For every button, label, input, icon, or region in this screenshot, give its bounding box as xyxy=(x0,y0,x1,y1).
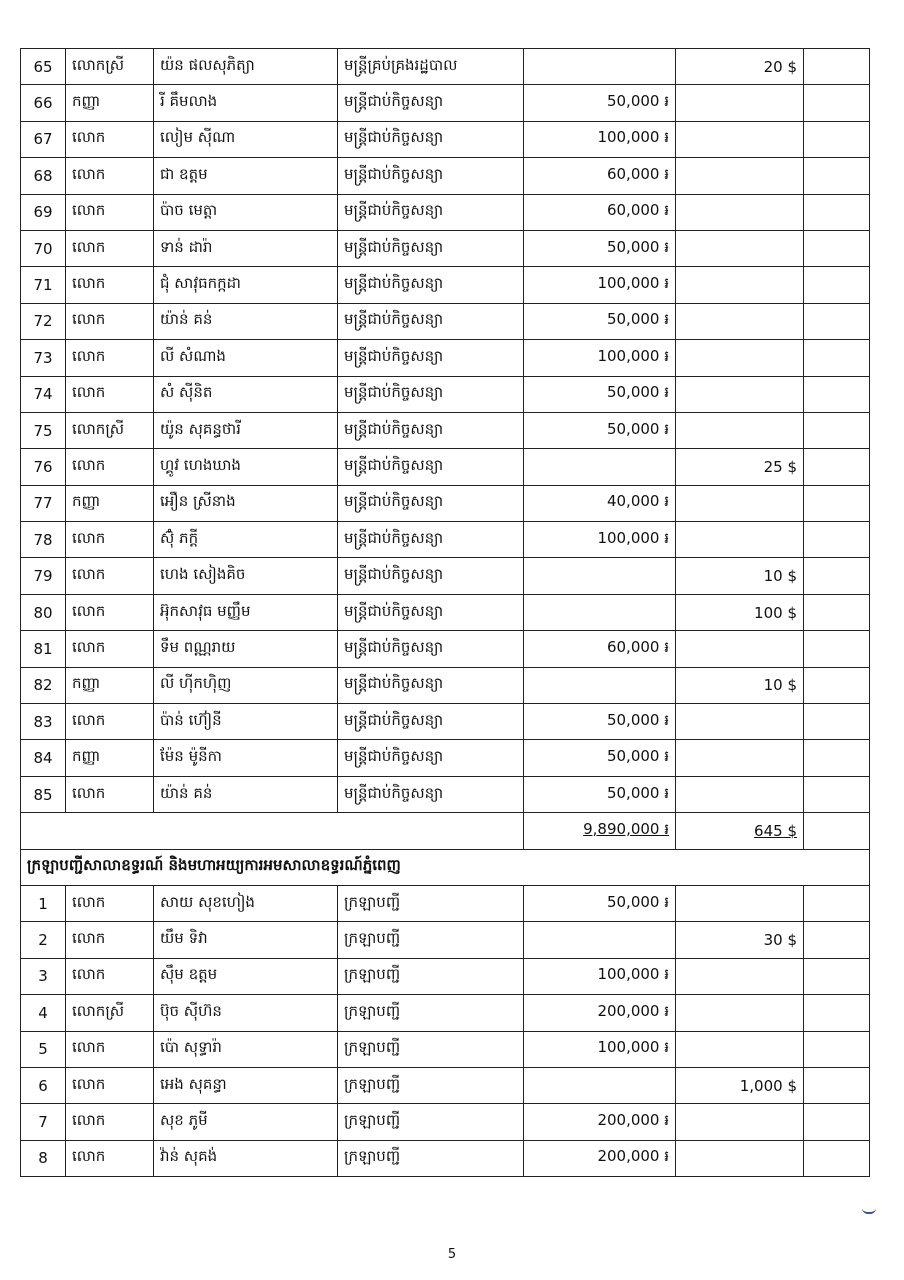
row-number: 3 xyxy=(21,958,66,994)
amount-riel: 100,000 ៛ xyxy=(524,522,676,558)
amount-usd xyxy=(676,522,804,558)
amount-usd xyxy=(676,230,804,266)
amount-riel: 50,000 ៛ xyxy=(524,704,676,740)
position: មន្ត្រីជាប់កិច្ចសន្យា xyxy=(338,558,524,594)
row-number: 80 xyxy=(21,594,66,630)
total-usd: 645 $ xyxy=(676,813,804,849)
person-name: សាយ សុខហៀង xyxy=(154,885,338,921)
person-name: ប៊ុច ស៊ីហ៊ន xyxy=(154,995,338,1031)
honorific: លោក xyxy=(66,1104,154,1140)
amount-riel: 100,000 ៛ xyxy=(524,121,676,157)
table-row xyxy=(21,1140,870,1176)
honorific: លោក xyxy=(66,158,154,194)
table-row xyxy=(21,958,870,994)
blank-cell xyxy=(804,412,870,448)
honorific: លោក xyxy=(66,631,154,667)
honorific: លោក xyxy=(66,194,154,230)
person-name: សុខ ភូមី xyxy=(154,1104,338,1140)
position: មន្ត្រីជាប់កិច្ចសន្យា xyxy=(338,740,524,776)
amount-riel: 50,000 ៛ xyxy=(524,776,676,812)
person-name: យ៉ូន សុគន្ធថារី xyxy=(154,412,338,448)
honorific: លោក xyxy=(66,522,154,558)
honorific: លោក xyxy=(66,267,154,303)
amount-riel xyxy=(524,667,676,703)
table-row xyxy=(21,776,870,812)
person-name: វ៉ាន់ សុគង់ xyxy=(154,1140,338,1176)
position: ក្រឡាបញ្ជី xyxy=(338,1031,524,1067)
blank-cell xyxy=(804,1067,870,1103)
amount-riel xyxy=(524,922,676,958)
person-name: ហ្គូវ ហេងឃាង xyxy=(154,449,338,485)
amount-usd: 10 $ xyxy=(676,667,804,703)
blank-cell xyxy=(804,194,870,230)
table-row xyxy=(21,995,870,1031)
position: មន្ត្រីជាប់កិច្ចសន្យា xyxy=(338,412,524,448)
amount-usd xyxy=(676,158,804,194)
honorific: លោក xyxy=(66,558,154,594)
amount-riel: 50,000 ៛ xyxy=(524,376,676,412)
person-name: លៀម ស៊ីណា xyxy=(154,121,338,157)
blank-cell xyxy=(804,485,870,521)
amount-usd xyxy=(676,740,804,776)
amount-riel: 50,000 ៛ xyxy=(524,85,676,121)
position: ក្រឡាបញ្ជី xyxy=(338,1104,524,1140)
amount-riel: 200,000 ៛ xyxy=(524,1140,676,1176)
position: មន្ត្រីជាប់កិច្ចសន្យា xyxy=(338,594,524,630)
amount-usd xyxy=(676,303,804,339)
honorific: លោក xyxy=(66,1067,154,1103)
blank-cell xyxy=(804,158,870,194)
amount-usd: 10 $ xyxy=(676,558,804,594)
amount-usd xyxy=(676,995,804,1031)
blank-cell xyxy=(804,1031,870,1067)
honorific: លោក xyxy=(66,230,154,266)
amount-riel: 100,000 ៛ xyxy=(524,958,676,994)
position: ក្រឡាបញ្ជី xyxy=(338,922,524,958)
table-row xyxy=(21,449,870,485)
blank-cell xyxy=(804,121,870,157)
person-name: រី គឹមលាង xyxy=(154,85,338,121)
table-row xyxy=(21,631,870,667)
person-name: យឹម ទិវា xyxy=(154,922,338,958)
table-row xyxy=(21,230,870,266)
table-row xyxy=(21,558,870,594)
row-number: 77 xyxy=(21,485,66,521)
amount-usd xyxy=(676,485,804,521)
row-number: 81 xyxy=(21,631,66,667)
position: ក្រឡាបញ្ជី xyxy=(338,958,524,994)
amount-riel xyxy=(524,1067,676,1103)
honorific: លោក xyxy=(66,594,154,630)
person-name: ទាន់ ដារ៉ា xyxy=(154,230,338,266)
blank-cell xyxy=(804,376,870,412)
person-name: ប៉ាច មេត្តា xyxy=(154,194,338,230)
person-name: យ៉ាន់ គន់ xyxy=(154,776,338,812)
amount-usd xyxy=(676,958,804,994)
row-number: 85 xyxy=(21,776,66,812)
pen-mark xyxy=(862,1206,876,1214)
table-row xyxy=(21,303,870,339)
amount-riel: 60,000 ៛ xyxy=(524,158,676,194)
position: មន្ត្រីជាប់កិច្ចសន្យា xyxy=(338,121,524,157)
position: មន្ត្រីជាប់កិច្ចសន្យា xyxy=(338,704,524,740)
row-number: 8 xyxy=(21,1140,66,1176)
row-number: 71 xyxy=(21,267,66,303)
table-row xyxy=(21,704,870,740)
honorific: លោក xyxy=(66,1140,154,1176)
row-number: 74 xyxy=(21,376,66,412)
table-row xyxy=(21,1067,870,1103)
position: មន្ត្រីជាប់កិច្ចសន្យា xyxy=(338,230,524,266)
position: មន្ត្រីជាប់កិច្ចសន្យា xyxy=(338,158,524,194)
honorific: កញ្ញា xyxy=(66,740,154,776)
blank-cell xyxy=(804,1104,870,1140)
amount-usd xyxy=(676,376,804,412)
position: មន្ត្រីជាប់កិច្ចសន្យា xyxy=(338,522,524,558)
honorific: លោកស្រី xyxy=(66,995,154,1031)
amount-riel xyxy=(524,594,676,630)
amount-usd xyxy=(676,85,804,121)
page-number: 5 xyxy=(447,1247,457,1262)
amount-riel: 60,000 ៛ xyxy=(524,194,676,230)
table-row xyxy=(21,158,870,194)
row-number: 84 xyxy=(21,740,66,776)
position: ក្រឡាបញ្ជី xyxy=(338,1067,524,1103)
honorific: លោក xyxy=(66,1031,154,1067)
person-name: អេង សុគន្ធា xyxy=(154,1067,338,1103)
blank-cell xyxy=(804,1140,870,1176)
amount-usd xyxy=(676,1031,804,1067)
person-name: អ៊ុកសាវុធ មញ្ញឹម xyxy=(154,594,338,630)
honorific: លោក xyxy=(66,958,154,994)
blank-cell xyxy=(804,558,870,594)
amount-usd xyxy=(676,194,804,230)
blank-cell xyxy=(804,704,870,740)
blank-cell xyxy=(804,449,870,485)
row-number: 7 xyxy=(21,1104,66,1140)
honorific: លោកស្រី xyxy=(66,412,154,448)
table-row xyxy=(21,376,870,412)
row-number: 5 xyxy=(21,1031,66,1067)
table-row xyxy=(21,121,870,157)
blank-cell xyxy=(804,230,870,266)
row-number: 2 xyxy=(21,922,66,958)
row-number: 65 xyxy=(21,49,66,85)
amount-riel: 100,000 ៛ xyxy=(524,340,676,376)
amount-usd xyxy=(676,340,804,376)
amount-riel xyxy=(524,558,676,594)
table-row xyxy=(21,885,870,921)
amount-riel: 50,000 ៛ xyxy=(524,412,676,448)
honorific: កញ្ញា xyxy=(66,85,154,121)
row-number: 66 xyxy=(21,85,66,121)
table-row xyxy=(21,922,870,958)
table-row xyxy=(21,667,870,703)
position: មន្ត្រីជាប់កិច្ចសន្យា xyxy=(338,631,524,667)
blank-cell xyxy=(804,667,870,703)
blank-cell xyxy=(804,631,870,667)
amount-usd xyxy=(676,704,804,740)
contribution-table xyxy=(20,48,870,1177)
row-number: 79 xyxy=(21,558,66,594)
table-row xyxy=(21,49,870,85)
position: ក្រឡាបញ្ជី xyxy=(338,885,524,921)
person-name: លី សំណាង xyxy=(154,340,338,376)
row-number: 78 xyxy=(21,522,66,558)
person-name: ជា ឧត្តម xyxy=(154,158,338,194)
position: មន្ត្រីគ្រប់គ្រងរដ្ឋបាល xyxy=(338,49,524,85)
amount-usd xyxy=(676,1104,804,1140)
table-row xyxy=(21,522,870,558)
honorific: កញ្ញា xyxy=(66,485,154,521)
person-name: សំ ស៊ីនិត xyxy=(154,376,338,412)
blank-cell xyxy=(804,85,870,121)
position: មន្ត្រីជាប់កិច្ចសន្យា xyxy=(338,85,524,121)
honorific: លោក xyxy=(66,704,154,740)
table-row xyxy=(21,1031,870,1067)
person-name: អឿន ស្រីនាង xyxy=(154,485,338,521)
table-row xyxy=(21,340,870,376)
totals-row xyxy=(21,813,870,849)
position: មន្ត្រីជាប់កិច្ចសន្យា xyxy=(338,376,524,412)
amount-riel: 50,000 ៛ xyxy=(524,230,676,266)
row-number: 67 xyxy=(21,121,66,157)
section-title: ក្រឡាបញ្ជីសាលាឧទ្ធរណ៍ និងមហាអយ្យការអមសាលាឧទ្ធរណ៍ភ្នំពេញ xyxy=(21,849,870,885)
amount-usd: 100 $ xyxy=(676,594,804,630)
amount-riel: 40,000 ៛ xyxy=(524,485,676,521)
person-name: ប៉ាន់ ហ៊ៀនី xyxy=(154,704,338,740)
honorific: លោក xyxy=(66,885,154,921)
table-row xyxy=(21,267,870,303)
person-name: យ៉ាន់ គន់ xyxy=(154,303,338,339)
honorific: លោកស្រី xyxy=(66,49,154,85)
honorific: លោក xyxy=(66,449,154,485)
position: មន្ត្រីជាប់កិច្ចសន្យា xyxy=(338,340,524,376)
table-row xyxy=(21,412,870,448)
blank-cell xyxy=(804,995,870,1031)
honorific: លោក xyxy=(66,340,154,376)
person-name: ទឹម ពណ្ណរាយ xyxy=(154,631,338,667)
amount-usd: 20 $ xyxy=(676,49,804,85)
row-number: 72 xyxy=(21,303,66,339)
person-name: យ៉ន ផលសុភិត្យា xyxy=(154,49,338,85)
amount-riel: 100,000 ៛ xyxy=(524,267,676,303)
person-name: ស៊ុំ ភក្តី xyxy=(154,522,338,558)
position: មន្ត្រីជាប់កិច្ចសន្យា xyxy=(338,485,524,521)
amount-usd xyxy=(676,121,804,157)
row-number: 70 xyxy=(21,230,66,266)
amount-usd: 1,000 $ xyxy=(676,1067,804,1103)
row-number: 82 xyxy=(21,667,66,703)
honorific: លោក xyxy=(66,303,154,339)
table-body xyxy=(21,49,870,1177)
blank-cell xyxy=(804,776,870,812)
amount-usd xyxy=(676,885,804,921)
amount-riel: 50,000 ៛ xyxy=(524,303,676,339)
section-row xyxy=(21,849,870,885)
person-name: ប៉ោ សុទ្ធារ៉ា xyxy=(154,1031,338,1067)
amount-usd xyxy=(676,631,804,667)
position: ក្រឡាបញ្ជី xyxy=(338,1140,524,1176)
amount-riel xyxy=(524,49,676,85)
row-number: 83 xyxy=(21,704,66,740)
position: មន្ត្រីជាប់កិច្ចសន្យា xyxy=(338,776,524,812)
position: មន្ត្រីជាប់កិច្ចសន្យា xyxy=(338,449,524,485)
table-row xyxy=(21,85,870,121)
total-riel: 9,890,000 ៛ xyxy=(524,813,676,849)
amount-usd xyxy=(676,412,804,448)
amount-riel: 200,000 ៛ xyxy=(524,1104,676,1140)
person-name: ម៉ែន ម៉ូនីកា xyxy=(154,740,338,776)
blank-cell xyxy=(804,303,870,339)
honorific: លោក xyxy=(66,376,154,412)
blank-cell xyxy=(804,49,870,85)
amount-riel: 50,000 ៛ xyxy=(524,885,676,921)
amount-riel: 100,000 ៛ xyxy=(524,1031,676,1067)
totals-label-cell xyxy=(21,813,524,849)
amount-usd xyxy=(676,776,804,812)
amount-riel xyxy=(524,449,676,485)
blank-cell xyxy=(804,740,870,776)
blank-cell xyxy=(804,267,870,303)
table-row xyxy=(21,194,870,230)
blank-cell xyxy=(804,340,870,376)
table-row xyxy=(21,1104,870,1140)
amount-usd: 25 $ xyxy=(676,449,804,485)
row-number: 69 xyxy=(21,194,66,230)
row-number: 1 xyxy=(21,885,66,921)
table-row xyxy=(21,485,870,521)
honorific: លោក xyxy=(66,121,154,157)
person-name: ស៊ឹម ឧត្តម xyxy=(154,958,338,994)
position: ក្រឡាបញ្ជី xyxy=(338,995,524,1031)
row-number: 75 xyxy=(21,412,66,448)
blank-cell xyxy=(804,813,870,849)
honorific: លោក xyxy=(66,776,154,812)
blank-cell xyxy=(804,522,870,558)
position: មន្ត្រីជាប់កិច្ចសន្យា xyxy=(338,194,524,230)
position: មន្ត្រីជាប់កិច្ចសន្យា xyxy=(338,303,524,339)
person-name: ហេង សៀងគិច xyxy=(154,558,338,594)
blank-cell xyxy=(804,594,870,630)
row-number: 73 xyxy=(21,340,66,376)
blank-cell xyxy=(804,958,870,994)
blank-cell xyxy=(804,922,870,958)
amount-riel: 60,000 ៛ xyxy=(524,631,676,667)
row-number: 76 xyxy=(21,449,66,485)
amount-usd: 30 $ xyxy=(676,922,804,958)
blank-cell xyxy=(804,885,870,921)
amount-riel: 200,000 ៛ xyxy=(524,995,676,1031)
row-number: 6 xyxy=(21,1067,66,1103)
honorific: លោក xyxy=(66,922,154,958)
amount-riel: 50,000 ៛ xyxy=(524,740,676,776)
amount-usd xyxy=(676,1140,804,1176)
amount-usd xyxy=(676,267,804,303)
table-row xyxy=(21,594,870,630)
person-name: ជុំ សាវុធកក្កដា xyxy=(154,267,338,303)
position: មន្ត្រីជាប់កិច្ចសន្យា xyxy=(338,667,524,703)
person-name: លី ហ៊ីកហ៊ិញ xyxy=(154,667,338,703)
table-row xyxy=(21,740,870,776)
row-number: 4 xyxy=(21,995,66,1031)
position: មន្ត្រីជាប់កិច្ចសន្យា xyxy=(338,267,524,303)
honorific: កញ្ញា xyxy=(66,667,154,703)
row-number: 68 xyxy=(21,158,66,194)
